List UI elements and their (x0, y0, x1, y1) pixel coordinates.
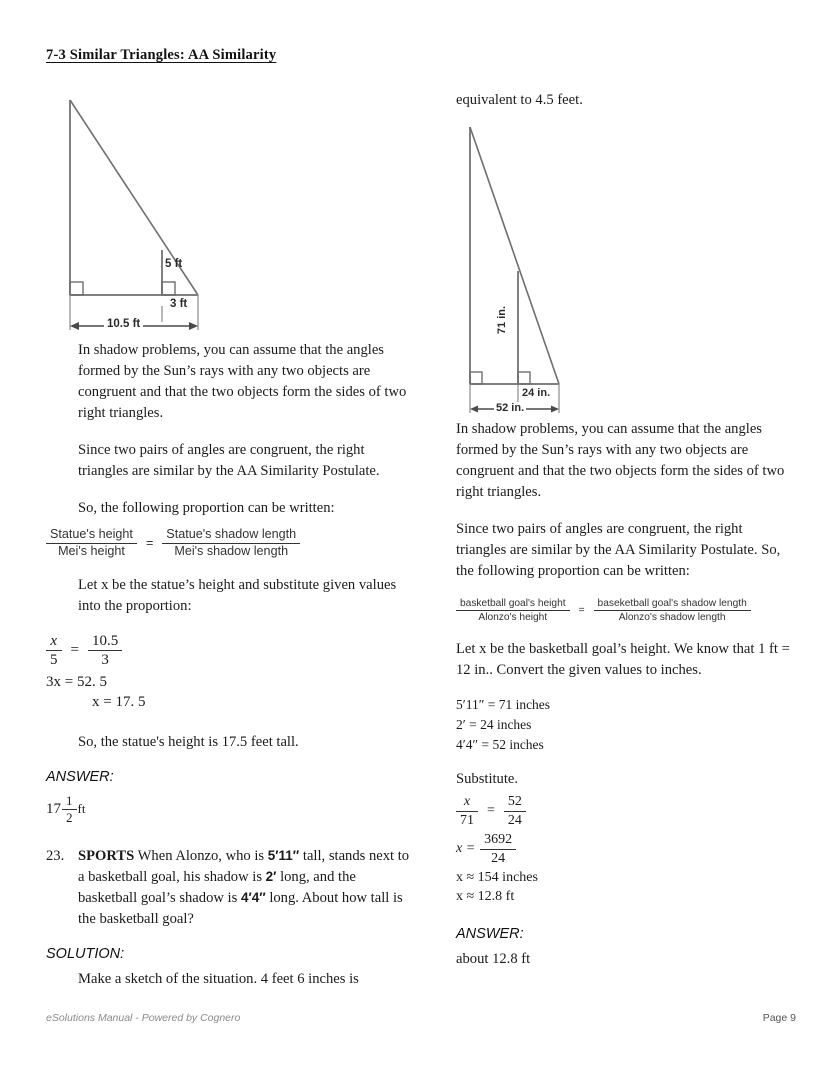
equation-left-fraction (46, 633, 62, 669)
equation-substituted-proportion (456, 794, 796, 828)
proportion-left-numerator: Statue's height (50, 527, 133, 541)
equation-result-numerator: 3692 (484, 832, 513, 848)
left-column (46, 90, 416, 990)
proportion-right-numerator: baseketball goal's shadow length (597, 598, 747, 609)
equation-result-denominator: 24 (491, 850, 506, 866)
equation-left-denominator: 5 (50, 652, 58, 669)
equation-step-inches: x ≈ 154 inches (456, 870, 538, 885)
answer-numerator: 1 (66, 792, 73, 808)
conversion-line-2: 2′ = 24 inches (456, 717, 532, 733)
proportion-left-fraction (46, 528, 137, 559)
proportion-right-fraction (594, 598, 751, 623)
conversion-line-3: 4′4″ = 52 inches (456, 737, 544, 753)
equation-step-1: 3x = 52. 5 (46, 673, 107, 690)
proportion-left-numerator: basketball goal's height (460, 598, 566, 609)
paragraph-similar-triangles: Since two pairs of angles are congruent, the right triangles are similar by the AA Similarity Postulate. (78, 442, 380, 479)
right-column (456, 90, 796, 970)
problem-text-4: long. About how tall is the basketball goal? (78, 890, 403, 928)
equation-right-fraction (504, 794, 526, 828)
equation-left-numerator: x (463, 794, 471, 810)
proportion-right-fraction (162, 528, 300, 559)
paragraph-continued: equivalent to 4.5 feet. (456, 92, 583, 108)
answer-denominator: 2 (66, 809, 73, 825)
problem-23 (46, 846, 416, 930)
equation-right-fraction (88, 633, 122, 669)
triangle-diagram-basketball (456, 119, 596, 419)
answer-unit: ft (77, 801, 86, 817)
figure-label-total-base: 52 in. (496, 402, 525, 414)
equation-left-fraction (456, 794, 478, 828)
problem-number: 23. (46, 848, 65, 865)
equals-sign: = (487, 803, 495, 819)
solution-label: SOLUTION: (46, 946, 125, 963)
equation-left-denominator: 71 (460, 812, 474, 828)
equation-x-equals-fraction (456, 832, 796, 866)
page-title: 7-3 Similar Triangles: AA Similarity (46, 47, 277, 63)
problem-measure-3: 4′4″ (240, 890, 266, 906)
figure-label-small-base: 3 ft (170, 298, 188, 310)
proportion-left-denominator: Alonzo's height (478, 612, 548, 624)
problem-text-2: tall, stands next to a basketball goal, his shadow is (78, 848, 410, 886)
equation-x-label: x = (456, 841, 476, 857)
equation-left-numerator: x (50, 632, 58, 649)
solution-text: Make a sketch of the situation. 4 feet 6 inches is (78, 971, 359, 988)
paragraph-let-x-right: Let x be the basketball goal’s height. We know that 1 ft = 12 in.. Convert the given values to inches. (456, 641, 790, 679)
answer-fraction (62, 794, 77, 826)
equation-right-numerator: 10.5 (91, 632, 119, 649)
footer-attribution: eSolutions Manual - Powered by Cognero (46, 1012, 241, 1024)
proportion-formula-basketball (456, 598, 796, 623)
proportion-left-fraction (456, 598, 570, 623)
figure-label-small-height: 71 in. (496, 305, 509, 335)
proportion-left-denominator: Mei's height (58, 543, 125, 558)
equation-step-feet: x ≈ 12.8 ft (456, 889, 515, 904)
answer-value-left (46, 794, 416, 826)
equation-step-2: x = 17. 5 (92, 693, 146, 710)
footer-page-number: Page 9 (762, 1012, 796, 1024)
proportion-right-denominator: Mei's shadow length (174, 543, 289, 558)
figure-label-total-base: 10.5 ft (104, 318, 143, 330)
proportion-right-numerator: Statue's shadow length (166, 527, 297, 541)
equation-result-fraction (480, 832, 516, 866)
paragraph-shadow-assumption: In shadow problems, you can assume that the angles formed by the Sun’s rays with any two objects are congruent and that the two objects form the sides of two right triangles. (78, 342, 407, 421)
equals-sign: = (578, 605, 585, 617)
paragraph-conclusion: So, the statue's height is 17.5 feet tall. (78, 733, 299, 750)
figure-basketball-shadow (456, 119, 796, 419)
answer-value-right: about 12.8 ft (456, 951, 531, 967)
problem-measure-1: 5′11″ (267, 848, 300, 864)
answer-whole-number: 17 (46, 800, 61, 817)
conversion-line-1: 5′11″ = 71 inches (456, 697, 551, 713)
paragraph-similar-triangles-right: Since two pairs of angles are congruent, the right triangles are similar by the AA Similarity Postulate. So, the following proportion can be written: (456, 521, 781, 579)
equation-right-denominator: 3 (101, 652, 109, 669)
figure-label-small-base: 24 in. (522, 387, 551, 399)
paragraph-proportion-intro: So, the following proportion can be written: (78, 500, 335, 516)
figure-statue-shadow (46, 90, 416, 340)
proportion-formula-statue (46, 528, 416, 559)
equation-right-denominator: 24 (507, 812, 522, 828)
equation-proportion-substituted (46, 633, 416, 669)
answer-label-left: ANSWER: (46, 768, 114, 785)
equals-sign: = (70, 642, 79, 659)
problem-measure-2: 2′ (265, 869, 277, 885)
problem-topic: SPORTS (78, 848, 135, 865)
substitute-label: Substitute. (456, 771, 519, 788)
paragraph-shadow-assumption-right: In shadow problems, you can assume that the angles formed by the Sun’s rays with any two objects are congruent and that the two objects form the sides of two right triangles. (456, 421, 785, 500)
paragraph-let-x: Let x be the statue’s height and substitute given values into the proportion: (78, 576, 397, 614)
answer-label-right: ANSWER: (456, 926, 524, 942)
figure-label-small-height: 5 ft (165, 258, 183, 270)
equation-right-numerator: 52 (507, 794, 522, 810)
problem-text-1: When Alonzo, who is (134, 848, 268, 865)
equals-sign: = (145, 536, 154, 551)
triangle-diagram-statue (46, 90, 246, 340)
problem-text-3: long, and the basketball goal’s shadow is (78, 869, 356, 907)
proportion-right-denominator: Alonzo's shadow length (618, 612, 726, 624)
